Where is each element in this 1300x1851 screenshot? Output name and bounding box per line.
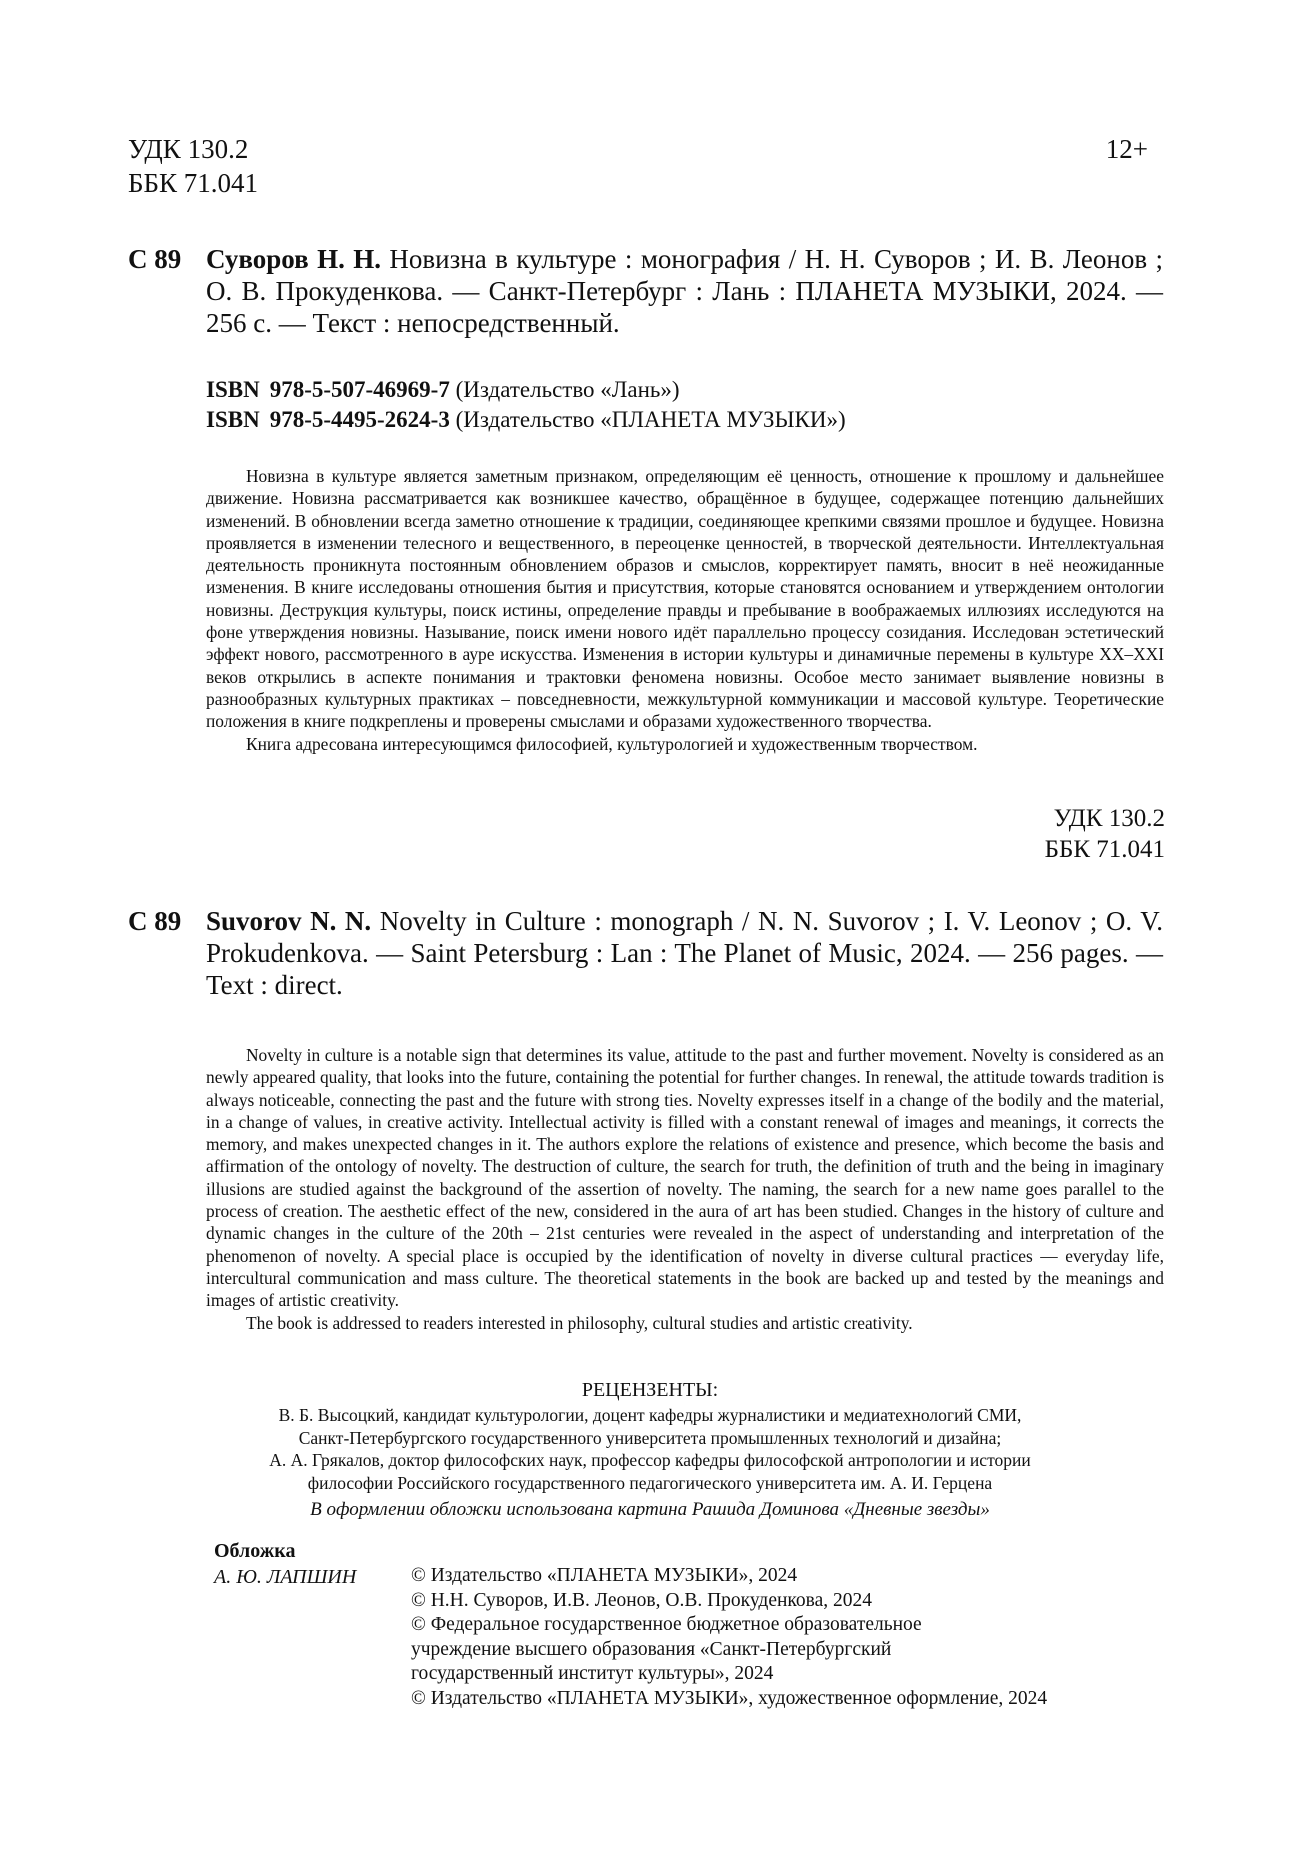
reviewers-block [170,1378,1130,1523]
isbn-publisher: (Издательство «Лань») [449,377,680,402]
classification-codes-bottom [1045,803,1165,865]
isbn-label: ISBN [206,407,260,432]
isbn-publisher: (Издательство «ПЛАНЕТА МУЗЫКИ») [449,407,846,432]
isbn-block [206,375,846,435]
reviewer-line: В. Б. Высоцкий, кандидат культурологии, доцент кафедры журналистики и медиатехнологий СМИ, [278,1405,1022,1425]
abstract-paragraph: Новизна в культуре является заметным признаком, определяющим её ценность, отношение к прошлому и дальнейшее движение. Новизна рассматривается как возникшее качество, обращённое в будущее, содержащее потенцию дальнейших изменений. В обновлении всегда заметно отношение к традиции, соединяющее крепкими связями прошлое и будущее. Новизна проявляется в изменении телесного и вещественного, в переоценке ценностей, в творческой деятельности. Интеллектуальная деятельность проникнута постоянным обновлением образов и смыслов, корректирует память, вносит в неё неожиданные изменения. В книге исследованы отношения бытия и присутствия, которые становятся основанием и утверждением онтологии новизны. Деструкция культуры, поиск истины, определение правды и пребывание в воображаемых иллюзиях исследуются на фоне утверждения новизны. Называние, поиск имени нового идёт параллельно процессу созидания. Исследован эстетический эффект нового, рассмотренного в ауре искусства. Изменения в истории культуры и динамичные перемены в культуре XX–XXI веков открылись в аспекте понимания и трактовки феномена новизны. Особое место занимает выявление новизны в разнообразных культурных практиках – повседневности, межкультурной коммуникации и массовой культуре. Теоретические положения в книге подкреплены и проверены смыслами и образами художественного творчества. [206,466,1164,732]
isbn-line [206,375,846,405]
cover-designer: А. Ю. ЛАПШИН [214,1566,357,1588]
entry-author: Суворов Н. Н. [206,244,381,274]
copyright-line: государственный институт культуры», 2024 [411,1663,774,1684]
classification-codes-top [128,132,258,200]
bbk-code: ББК 71.041 [128,168,259,198]
entry-description: Novelty in Culture : monograph / N. N. Suvorov ; I. V. Leonov ; O. V. Prokudenkova. — Saint Petersburg : Lan : The Planet of Music, 2024. — 256 pages. — Text : direct. [206,906,1163,1000]
copyright-line: © Федеральное государственное бюджетное образовательное [411,1614,922,1635]
udk-code: УДК 130.2 [128,134,249,164]
udk-code: УДК 130.2 [1053,805,1165,832]
isbn-line [206,405,846,435]
isbn-label: ISBN [206,377,260,402]
copyright-line: © Н.Н. Суворов, И.В. Леонов, О.В. Прокуденкова, 2024 [411,1589,873,1611]
audience-note: Книга адресована интересующимся философией, культурологией и художественным творчеством. [246,733,978,754]
author-mark: С 89 [128,244,182,274]
cover-art-note: В оформлении обложки использована картина Рашида Доминова «Дневные звезды» [310,1499,990,1520]
abstract-ru [206,465,1164,755]
abstract-en [206,1044,1164,1334]
bbk-code: ББК 71.041 [1044,836,1165,863]
entry-author: Suvorov N. N. [206,906,372,936]
catalog-entry-ru [128,243,1163,339]
reviewer-line: философии Российского государственного педагогического университета им. А. И. Герцена [307,1472,993,1493]
bibliographic-description-en [206,905,1163,1001]
copyright-block [411,1564,1111,1711]
author-mark: С 89 [128,906,182,936]
age-rating: 12+ [1105,134,1148,164]
copyright-line: учреждение высшего образования «Санкт-Петербургский [411,1638,892,1660]
reviewer-line: А. А. Грякалов, доктор философских наук, профессор кафедры философской антропологии и истории [269,1450,1031,1470]
bibliographic-description-ru [206,243,1163,339]
cover-label: Обложка [214,1540,296,1562]
audience-note: The book is addressed to readers interested in philosophy, cultural studies and artistic creativity. [246,1312,913,1333]
catalog-entry-en [128,905,1163,1001]
isbn-number: 978-5-4495-2624-3 [269,407,450,432]
reviewers-heading: РЕЦЕНЗЕНТЫ: [581,1379,719,1401]
isbn-number: 978-5-507-46969-7 [269,377,450,402]
reviewer-line: Санкт-Петербургского государственного университета промышленных технологий и дизайна; [298,1427,1002,1448]
entry-description: Новизна в культуре : монография / Н. Н. Суворов ; И. В. Леонов ; О. В. Прокуденкова. — Санкт-Петербург : Лань : ПЛАНЕТА МУЗЫКИ, 2024. — 256 с. — Текст : непосредственный. [206,244,1163,338]
copyright-line: © Издательство «ПЛАНЕТА МУЗЫКИ», 2024 [411,1565,798,1586]
abstract-paragraph: Novelty in culture is a notable sign that determines its value, attitude to the past and further movement. Novelty is considered as an newly appeared quality, that looks into the future, containing the potential for further changes. In renewal, the attitude towards tradition is always noticeable, connecting the past and the future with strong ties. Novelty expresses itself in a change of the bodily and the material, in a change of values, in creative activity. Intellectual activity is filled with a constant renewal of images and meanings, it corrects the memory, and makes unexpected changes in it. The authors explore the relations of existence and presence, which become the basis and affirmation of the ontology of novelty. The destruction of culture, the search for truth, the definition of truth and the being in imaginary illusions are studied against the background of the assertion of novelty. The naming, the search for a new name goes parallel to the process of creation. The aesthetic effect of the new, considered in the aura of art has been studied. Changes in the history of culture and dynamic changes in the culture of the 20th – 21st centuries were revealed in the aspect of understanding and interpretation of the phenomenon of novelty. A special place is occupied by the identification of novelty in diverse cultural practices — everyday life, intercultural communication and mass culture. The theoretical statements in the book are backed up and tested by the meanings and images of artistic creativity. [206,1045,1164,1311]
copyright-line: © Издательство «ПЛАНЕТА МУЗЫКИ», художественное оформление, 2024 [411,1687,1048,1709]
